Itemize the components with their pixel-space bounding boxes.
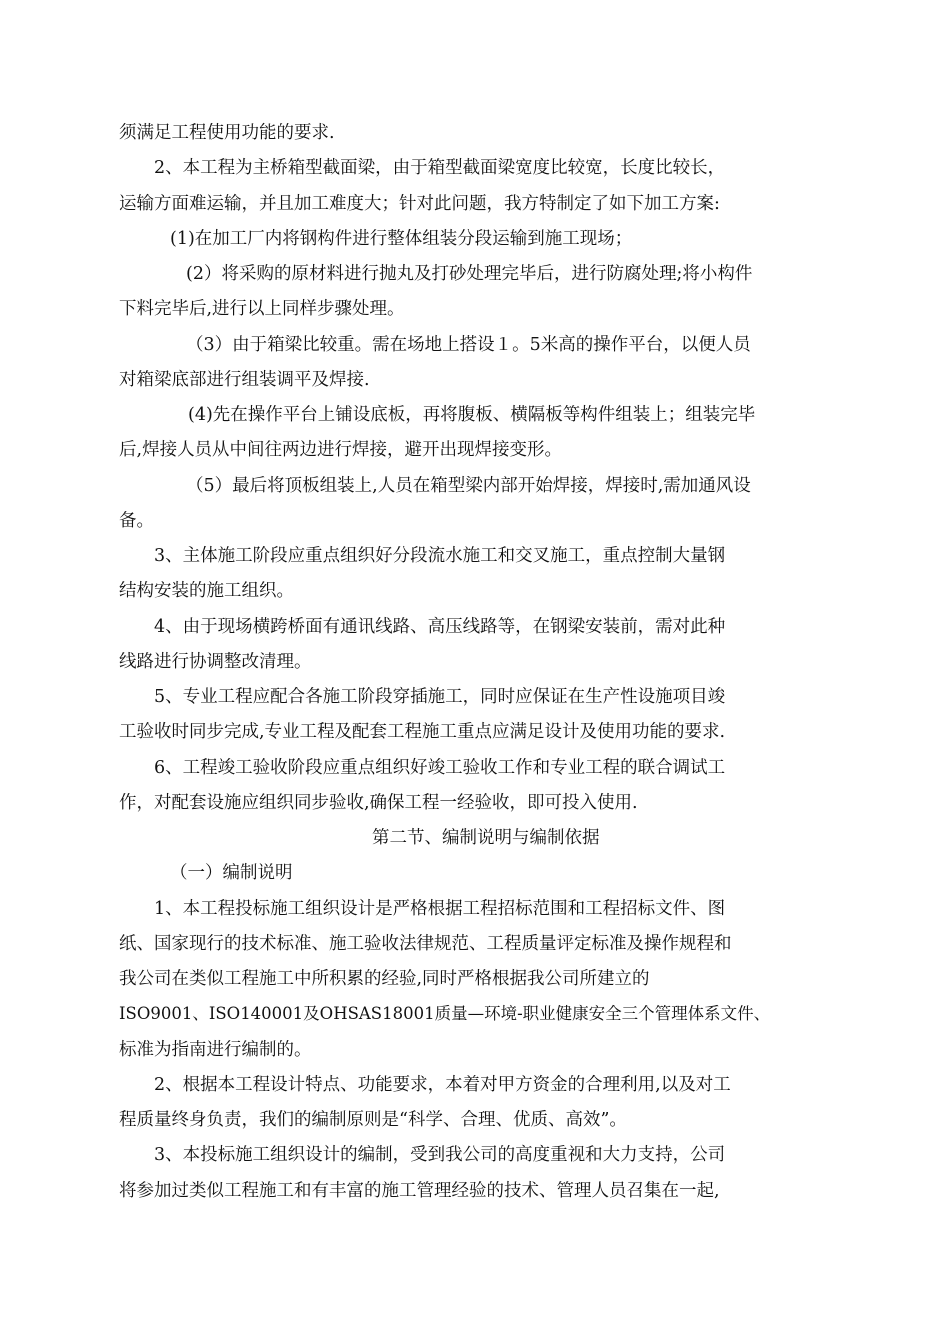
paragraph-line: 3、本投标施工组织设计的编制，受到我公司的高度重视和大力支持，公司 (154, 1145, 726, 1165)
paragraph-line: 线路进行协调整改清理。 (119, 652, 312, 672)
paragraph-line: 须满足工程使用功能的要求. (119, 123, 335, 143)
paragraph-line: 6、工程竣工验收阶段应重点组织好竣工验收工作和专业工程的联合调试工 (154, 758, 726, 778)
paragraph-line: (1)在加工厂内将钢构件进行整体组装分段运输到施工现场； (170, 229, 633, 249)
paragraph-line: 备。 (119, 511, 154, 531)
paragraph-line: ISO9001、ISO140001及OHSAS18001质量—环境-职业健康安全三个管理体系文件、 (119, 1004, 771, 1023)
paragraph-line: 工验收时同步完成,专业工程及配套工程施工重点应满足设计及使用功能的要求. (119, 722, 726, 742)
paragraph-line: 2、本工程为主桥箱型截面梁，由于箱型截面梁宽度比较宽，长度比较长， (154, 158, 726, 178)
subsection-heading: （一）编制说明 (170, 863, 293, 883)
paragraph-line: 作，对配套设施应组织同步验收,确保工程一经验收，即可投入使用. (119, 793, 638, 813)
paragraph-line: 后,焊接人员从中间往两边进行焊接，避开出现焊接变形。 (119, 440, 563, 460)
paragraph-line: 3、主体施工阶段应重点组织好分段流水施工和交叉施工，重点控制大量钢 (154, 546, 726, 566)
paragraph-line: 标准为指南进行编制的。 (119, 1040, 312, 1060)
paragraph-line: 4、由于现场横跨桥面有通讯线路、高压线路等，在钢梁安装前，需对此种 (154, 617, 726, 637)
paragraph-line: (4)先在操作平台上铺设底板，再将腹板、横隔板等构件组装上；组装完毕 (188, 405, 756, 425)
paragraph-line: 1、本工程投标施工组织设计是严格根据工程招标范围和工程招标文件、图 (154, 899, 726, 919)
paragraph-line: 纸、国家现行的技术标准、施工验收法律规范、工程质量评定标准及操作规程和 (119, 934, 732, 954)
paragraph-line: 结构安装的施工组织。 (119, 581, 294, 601)
paragraph-line: 2、根据本工程设计特点、功能要求，本着对甲方资金的合理利用,以及对工 (154, 1075, 731, 1095)
paragraph-line: 运输方面难运输，并且加工难度大；针对此问题，我方特制定了如下加工方案: (119, 194, 720, 214)
paragraph-line: （3）由于箱梁比较重。需在场地上搭设１。5米高的操作平台，以便人员 (186, 335, 751, 355)
paragraph-line: 下料完毕后,进行以上同样步骤处理。 (119, 299, 405, 319)
section-heading: 第二节、编制说明与编制依据 (372, 828, 600, 848)
paragraph-line: 我公司在类似工程施工中所积累的经验,同时严格根据我公司所建立的 (119, 969, 650, 989)
paragraph-line: 程质量终身负责，我们的编制原则是“科学、合理、优质、高效”。 (119, 1110, 627, 1130)
paragraph-line: （5）最后将顶板组装上,人员在箱型梁内部开始焊接，焊接时,需加通风设 (186, 476, 751, 496)
paragraph-line: (2）将采购的原材料进行抛丸及打砂处理完毕后，进行防腐处理;将小构件 (186, 264, 753, 284)
paragraph-line: 将参加过类似工程施工和有丰富的施工管理经验的技术、管理人员召集在一起, (119, 1181, 720, 1201)
paragraph-line: 对箱梁底部进行组装调平及焊接. (119, 370, 370, 390)
paragraph-line: 5、专业工程应配合各施工阶段穿插施工，同时应保证在生产性设施项目竣 (154, 687, 726, 707)
